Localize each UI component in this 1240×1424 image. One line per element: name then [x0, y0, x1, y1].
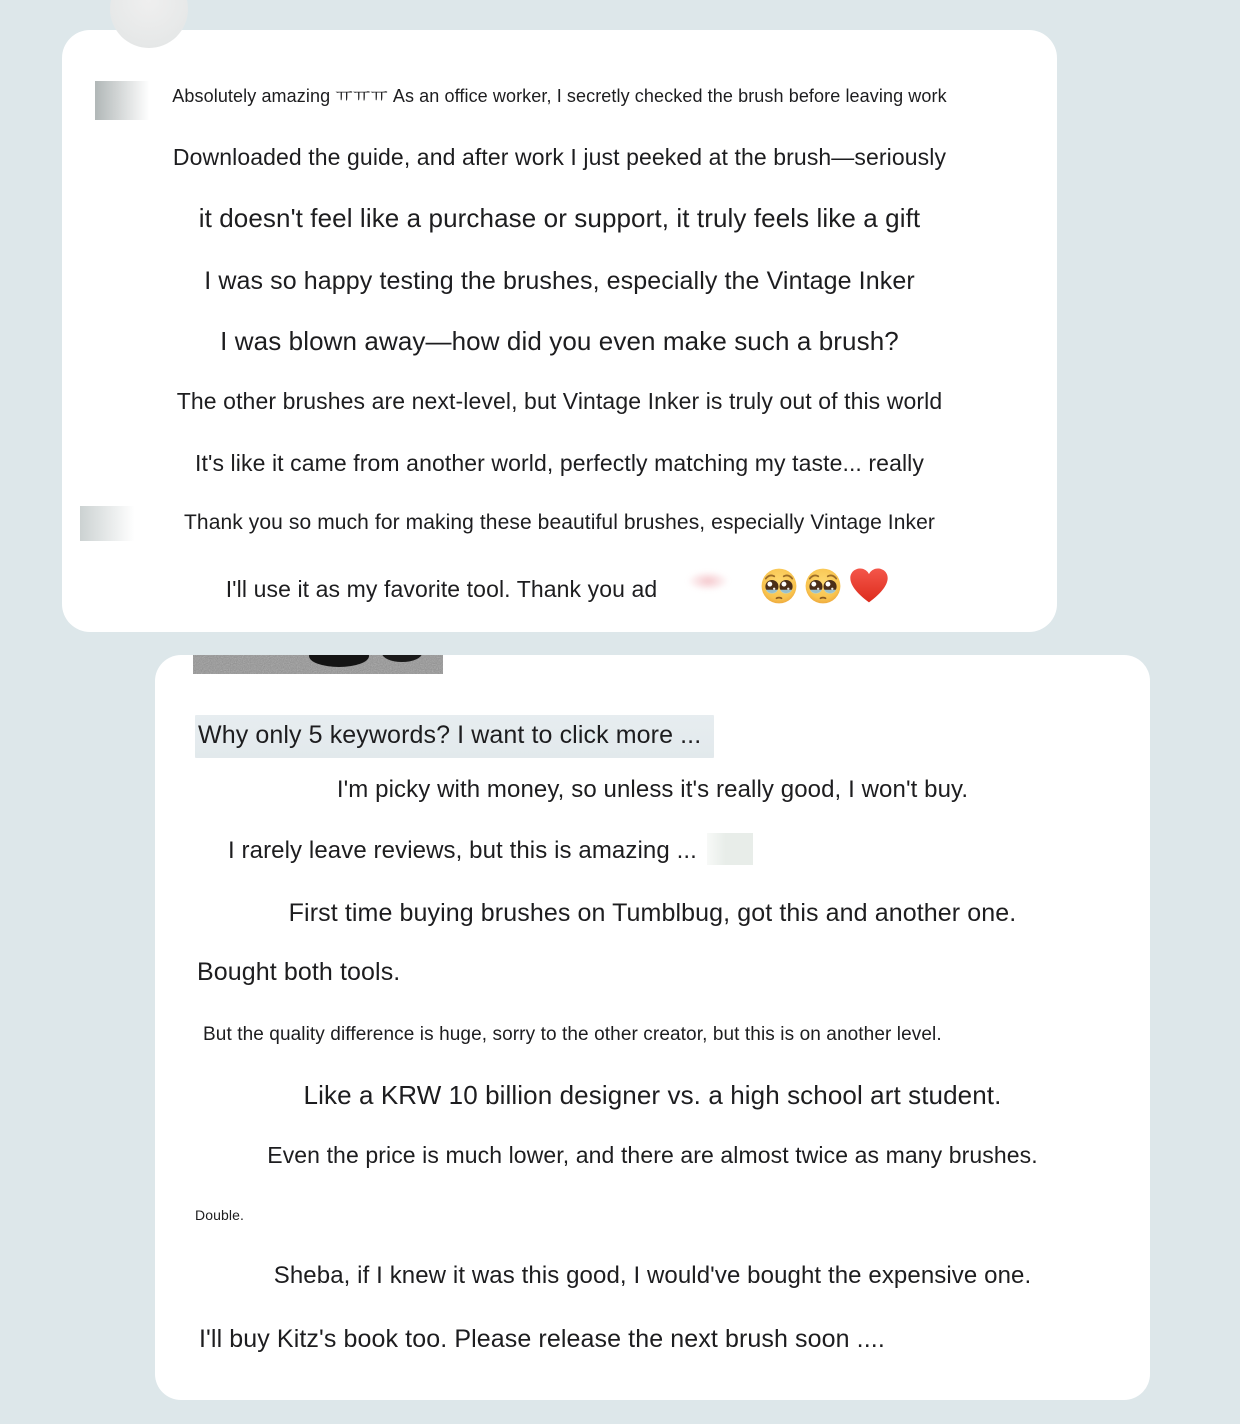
review-line: I was so happy testing the brushes, especially the Vintage Inker: [204, 267, 915, 295]
review-line: Thank you so much for making these beautiful brushes, especially Vintage Inker: [184, 511, 935, 534]
review-line: Double.: [195, 1207, 244, 1223]
review-line: it doesn't feel like a purchase or support, it truly feels like a gift: [198, 203, 921, 233]
review-card-top: [62, 30, 1057, 632]
grainy-image-strip: [193, 655, 443, 674]
pleading-face-emoji: [804, 567, 842, 612]
review-line: I was blown away—how did you even make such a brush?: [220, 326, 899, 356]
review-line: Absolutely amazing ㅠㅠㅠ As an office worker, I secretly checked the brush before leaving work: [172, 86, 947, 106]
pink-smudge-artifact: [687, 571, 729, 591]
red-heart-emoji: [848, 567, 890, 612]
review-line: I'm picky with money, so unless it's really good, I won't buy.: [336, 776, 969, 803]
review-line: Sheba, if I knew it was this good, I would've bought the expensive one.: [273, 1262, 1032, 1289]
highlighted-text: Why only 5 keywords? I want to click more ...: [195, 715, 714, 758]
review-line: Even the price is much lower, and there are almost twice as many brushes.: [267, 1142, 1038, 1168]
review-line-with-emojis: [62, 567, 1057, 612]
review-line: Like a KRW 10 billion designer vs. a high school art student.: [303, 1080, 1002, 1110]
review-line: [195, 715, 1150, 758]
review-line: [228, 836, 1150, 867]
review-line-text: I rarely leave reviews, but this is amazing ...: [228, 837, 697, 864]
review-line: Downloaded the guide, and after work I just peeked at the brush—seriously: [172, 144, 947, 170]
pleading-face-emoji: [760, 567, 798, 612]
review-card-bottom: [155, 655, 1150, 1400]
review-line: First time buying brushes on Tumblbug, got this and another one.: [288, 899, 1017, 927]
review-line: Bought both tools.: [197, 958, 401, 986]
review-line: The other brushes are next-level, but Vintage Inker is truly out of this world: [176, 388, 943, 414]
review-line: I'll buy Kitz's book too. Please release the next brush soon ....: [199, 1325, 885, 1353]
review-line: It's like it came from another world, perfectly matching my taste... really: [195, 450, 924, 476]
review-line: But the quality difference is huge, sorry to the other creator, but this is on another level.: [203, 1024, 942, 1045]
review-line-text: I'll use it as my favorite tool. Thank you ad: [225, 576, 658, 602]
